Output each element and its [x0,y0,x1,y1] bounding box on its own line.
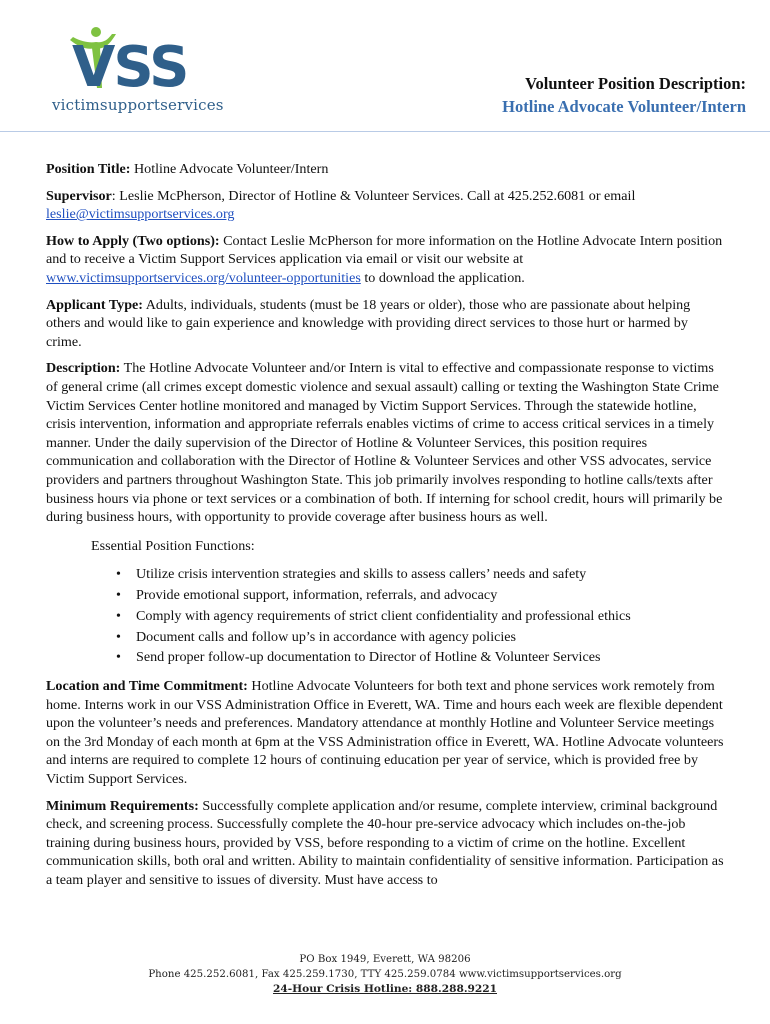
list-item: • Document calls and follow up’s in accordance with agency policies [136,628,724,647]
location-label: Location and Time Commitment: [46,678,248,694]
supervisor-text: : Leslie McPherson, Director of Hotline & Volunteer Services. Call at 425.252.6081 or email [111,187,636,204]
position-title-text: Hotline Advocate Volunteer/Intern [130,161,329,177]
footer-address: PO Box 1949, Everett, WA 98206 [299,954,471,965]
minimum-requirements-paragraph [46,797,724,890]
supervisor-label: Supervisor [46,187,112,204]
applicant-type-label: Applicant Type: [46,296,143,313]
how-to-apply-label: How to Apply (Two options): [46,232,220,249]
description-text: The Hotline Advocate Volunteer and/or Intern is vital to effective and compassionate response to victims of general crime (all crimes except domestic violence and sexual assault) calling or texting the Washington State Crime Victim Services Center hotline monitored and managed by Victim Support Services. Through the statewide hotline, crisis intervention, information and appropriate referrals enables victims of crime to access critical services in a timely manner. Under the daily supervision of the Director of Hotline & Volunteer Services, this position requires communication and collaboration with the Director of Hotline & Volunteer Services and other VSS advocates, service providers and partners throughout Washington State. This job primarily involves responding to hotline calls/texts after business hours via phone or text services or a combination of both. If interning for school credit, hours will primarily be during business hours, with opportunity to provide coverage after business hours as well. [46,360,723,526]
document-subtitle: Hotline Advocate Volunteer/Intern [502,97,746,116]
list-item: • Comply with agency requirements of strict client confidentiality and professional ethics [136,607,724,626]
list-item: • Utilize crisis intervention strategies and skills to assess callers’ needs and safety [136,565,724,584]
list-item: • Provide emotional support, information, referrals, and advocacy [136,586,724,605]
minimum-requirements-label: Minimum Requirements: [46,797,199,814]
location-paragraph [46,677,724,789]
essential-functions-heading: Essential Position Functions: [91,537,255,554]
header-divider [0,131,770,132]
position-title-label: Position Title: [46,161,131,177]
applicant-type-paragraph [46,296,724,352]
logo-subtitle: victimsupportservices [52,96,224,114]
description-label: Description: [46,360,121,377]
how-to-apply-paragraph [46,232,724,288]
description-paragraph [46,359,724,526]
footer-crisis-hotline: 24-Hour Crisis Hotline: 888.288.9221 [272,983,497,995]
essential-functions-list [46,565,724,667]
logo-text: VSS [72,35,188,100]
volunteer-opportunities-link[interactable]: www.victimsupportservices.org/volunteer-opportunities [46,269,361,286]
minimum-requirements-text: Successfully complete application and/or resume, complete interview, criminal background check, and screening process. Successfully complete the 40-hour pre-service advocacy which includes on-the-job training during business hours, provided by VSS, before responding to a victim of crime on the hotline. Excellent communication skills, both oral and written. Ability to maintain confidentiality of sensitive information. Participation as a team player and sensitive to issues of diversity. Must have access to [46,797,724,888]
position-title-paragraph [46,160,724,179]
list-item: • Send proper follow-up documentation to Director of Hotline & Volunteer Services [136,648,724,667]
footer-contact: Phone 425.252.6081, Fax 425.259.1730, TTY 425.259.0784 www.victimsupportservices.org [148,969,622,980]
how-to-apply-text-after: to download the application. [360,269,525,286]
supervisor-paragraph [46,187,724,224]
how-to-apply-text: Contact Leslie McPherson for more information on the Hotline Advocate Intern position and to receive a Victim Support Services application via email or visit our website at [46,232,723,268]
document-body [46,160,724,898]
page-footer [0,952,770,997]
location-text: Hotline Advocate Volunteers for both text and phone services work remotely from home. Interns work in our VSS Administration Office in Everett, WA. Time and hours each week are flexible dependent upon the volunteer’s needs and preferences. Mandatory attendance at monthly Hotline and Volunteer Service meetings on the 3rd Monday of each month at 6pm at the VSS Administration office in Everett, WA. Hotline Advocate volunteers and interns are required to complete 12 hours of continuing education per year of service, which is provided free by Victim Support Services. [46,678,724,787]
document-title: Volunteer Position Description: [525,74,746,93]
supervisor-email-link[interactable]: leslie@victimsupportservices.org [46,206,235,223]
applicant-type-text: Adults, individuals, students (must be 18 years or older), those who are passionate about helping others and would like to gain experience and knowledge with providing direct services to those hurt or harmed by crime. [46,296,691,350]
